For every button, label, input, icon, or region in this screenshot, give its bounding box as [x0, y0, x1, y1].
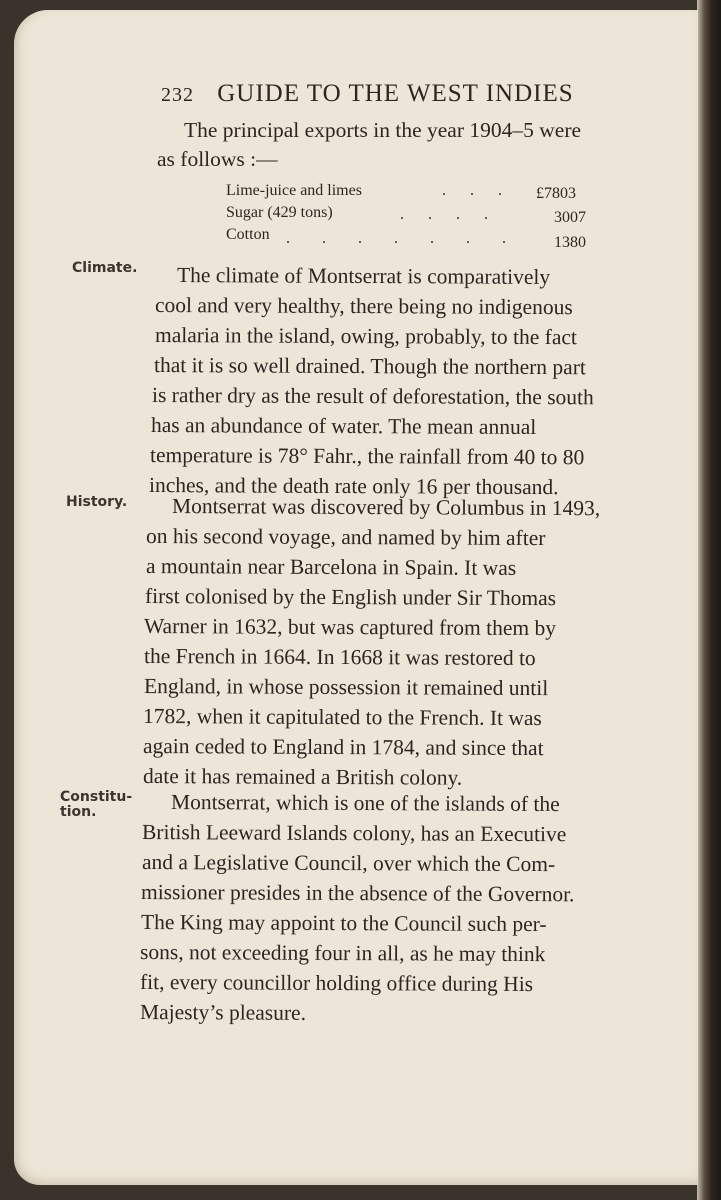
book-page	[14, 10, 698, 1185]
paragraph-line: has an abundance of water. The mean annual	[150, 413, 537, 440]
intro-line: The principal exports in the year 1904–5 were	[184, 118, 582, 142]
sidenote-history: History.	[66, 494, 128, 510]
paragraph-line: the French in 1664. In 1668 it was restored to	[143, 644, 536, 671]
book-spine	[697, 0, 721, 1200]
paragraph-line: a mountain near Barcelona in Spain. It was	[145, 554, 517, 580]
dot-leader: . . .	[442, 182, 512, 199]
export-item: Sugar (429 tons)	[226, 204, 333, 221]
paragraph-line: inches, and the death rate only 16 per thousand.	[148, 473, 559, 500]
paragraph-line: malaria in the island, owing, probably, to the fact	[154, 323, 577, 350]
dot-leader: . . . . . . .	[286, 230, 520, 247]
sidenote-climate: Climate.	[72, 260, 138, 276]
paragraph-line: first colonised by the English under Sir Thomas	[144, 584, 557, 611]
paragraph-line: that it is so well drained. Though the northern part	[153, 353, 586, 380]
paragraph-line: Montserrat, which is one of the islands of the	[170, 790, 560, 817]
export-item: Cotton	[226, 226, 270, 243]
paragraph-line: The King may appoint to the Council such per-	[140, 910, 547, 937]
paragraph-line: British Leeward Islands colony, has an Executive	[141, 820, 567, 847]
paragraph-line: missioner presides in the absence of the Governor.	[140, 880, 575, 907]
running-title: GUIDE TO THE WEST INDIES	[217, 80, 574, 107]
sidenote-constitution-line: tion.	[60, 804, 97, 820]
export-value: 1380	[554, 234, 586, 251]
export-value: 3007	[554, 209, 586, 226]
paragraph-line: Montserrat was discovered by Columbus in 1493,	[171, 494, 601, 521]
paragraph-line: date it has remained a British colony.	[142, 764, 463, 790]
export-value: £7803	[536, 185, 576, 202]
paragraph-line: temperature is 78° Fahr., the rainfall from 40 to 80	[149, 443, 585, 470]
sidenote-constitution-line: Constitu-	[60, 789, 133, 805]
running-header	[161, 80, 641, 108]
paragraph-line: Majesty’s pleasure.	[139, 1000, 307, 1025]
sidenote-constitution	[60, 790, 132, 820]
export-item: Lime-juice and limes	[226, 182, 362, 199]
paragraph-line: Warner in 1632, but was captured from them by	[143, 614, 557, 641]
page-number: 232	[161, 84, 194, 106]
dot-leader: . . . .	[400, 206, 498, 223]
paragraph-line: and a Legislative Council, over which the Com-	[141, 850, 556, 877]
paragraph-line: England, in whose possession it remained until	[143, 674, 549, 701]
paragraph-line: 1782, when it capitulated to the French. It was	[142, 704, 542, 731]
intro-line: as follows :—	[157, 147, 278, 171]
paragraph-line: fit, every councillor holding office during His	[139, 970, 534, 997]
paragraph-line: is rather dry as the result of deforestation, the south	[151, 383, 594, 410]
paragraph-line: sons, not exceeding four in all, as he may think	[139, 940, 546, 967]
paragraph-line: on his second voyage, and named by him after	[145, 524, 546, 551]
paragraph-line: again ceded to England in 1784, and since that	[142, 734, 544, 761]
paragraph-line: The climate of Montserrat is comparatively	[176, 263, 551, 289]
paragraph-line: cool and very healthy, there being no indigenous	[154, 293, 573, 320]
